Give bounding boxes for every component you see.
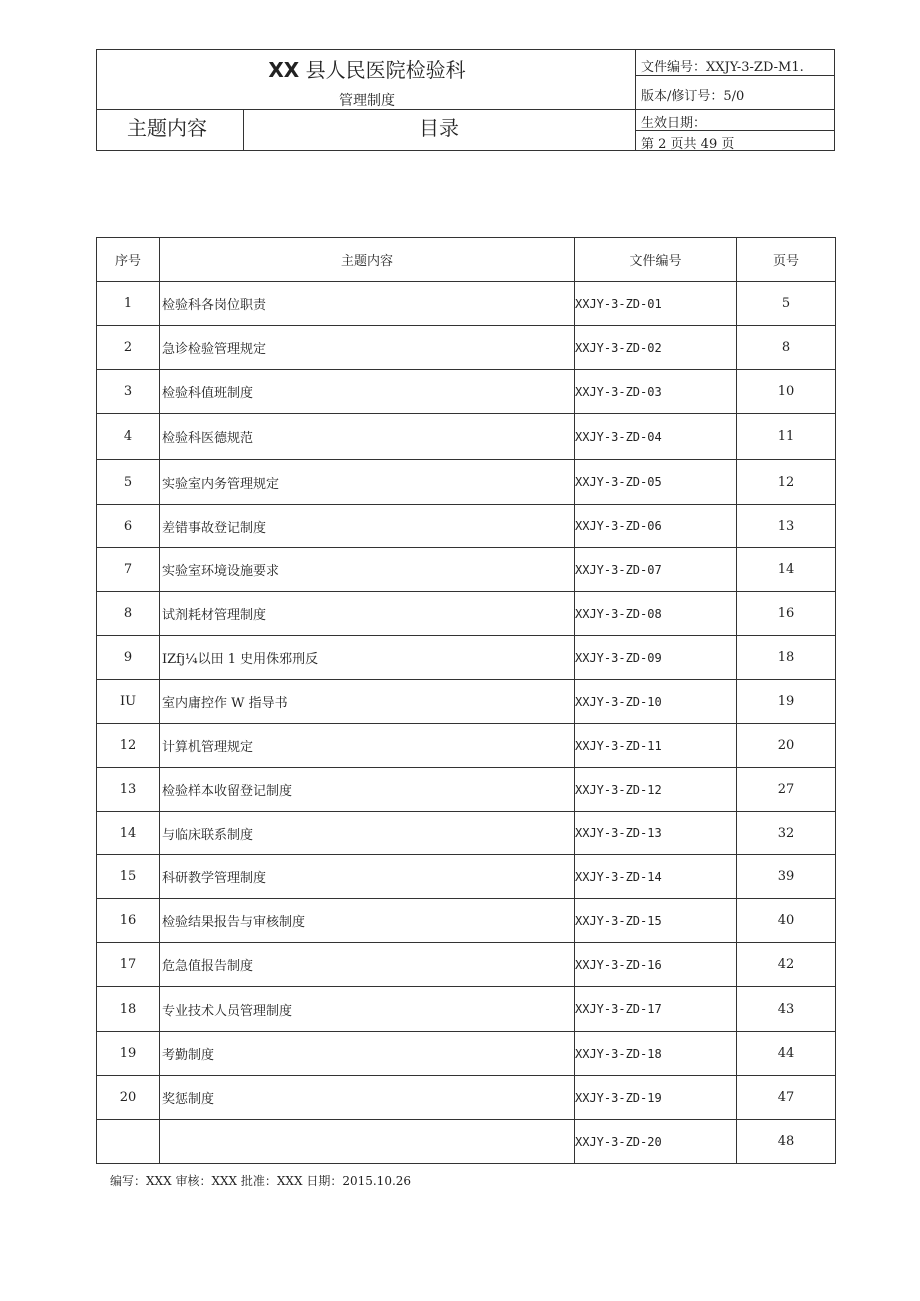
row-doc-code: XXJY-3-ZD-18 (575, 1032, 737, 1076)
row-page-number: 5 (737, 282, 836, 326)
row-number (97, 1120, 160, 1164)
row-title: 检验样本收留登记制度 (160, 768, 575, 812)
effective-date: 生效日期： (641, 116, 707, 131)
row-title: 计算机管理规定 (160, 724, 575, 768)
toc-row (97, 943, 836, 987)
row-doc-code: XXJY-3-ZD-05 (575, 460, 737, 505)
row-number: 12 (97, 724, 160, 768)
toc-row (97, 987, 836, 1032)
row-title: 考勤制度 (160, 1032, 575, 1076)
toc-header-row (97, 238, 836, 282)
row-doc-code: XXJY-3-ZD-16 (575, 943, 737, 987)
row-number: 5 (97, 460, 160, 505)
row-doc-code: XXJY-3-ZD-14 (575, 855, 737, 899)
toc-row (97, 548, 836, 592)
row-doc-code: XXJY-3-ZD-15 (575, 899, 737, 943)
row-title: 急诊检验管理规定 (160, 326, 575, 370)
row-page-number: 14 (737, 548, 836, 592)
row-number: 1 (97, 282, 160, 326)
approval-footer: 编写：XXX 审核：XXX 批准：XXX 日期：2015.10.26 (110, 1174, 412, 1188)
row-doc-code: XXJY-3-ZD-06 (575, 505, 737, 548)
row-title: 检验科各岗位职责 (160, 282, 575, 326)
row-number: 9 (97, 636, 160, 680)
topic-value: 目录 (419, 116, 459, 140)
row-number: 2 (97, 326, 160, 370)
toc-row (97, 1032, 836, 1076)
toc-row (97, 1120, 836, 1164)
toc-row (97, 724, 836, 768)
row-title (160, 1120, 575, 1164)
toc-row (97, 636, 836, 680)
col-header-page: 页号 (737, 238, 836, 282)
col-header-title: 主题内容 (160, 238, 575, 282)
topic-label: 主题内容 (127, 116, 207, 140)
row-page-number: 47 (737, 1076, 836, 1120)
row-number: 20 (97, 1076, 160, 1120)
row-doc-code: XXJY-3-ZD-11 (575, 724, 737, 768)
version-number: 版本/修订号：5/0 (641, 89, 745, 104)
row-page-number: 13 (737, 505, 836, 548)
toc-row (97, 680, 836, 724)
row-title: IZfj¼以田 1 史用侏邪刑反 (160, 636, 575, 680)
row-page-number: 43 (737, 987, 836, 1032)
row-title: 科研教学管理制度 (160, 855, 575, 899)
row-title: 实验室环境设施要求 (160, 548, 575, 592)
row-doc-code: XXJY-3-ZD-08 (575, 592, 737, 636)
row-page-number: 44 (737, 1032, 836, 1076)
row-number: 18 (97, 987, 160, 1032)
row-doc-code: XXJY-3-ZD-01 (575, 282, 737, 326)
row-page-number: 10 (737, 370, 836, 414)
row-doc-code: XXJY-3-ZD-03 (575, 370, 737, 414)
row-title: 奖惩制度 (160, 1076, 575, 1120)
toc-table (96, 237, 836, 1164)
row-doc-code: XXJY-3-ZD-09 (575, 636, 737, 680)
row-number: 16 (97, 899, 160, 943)
document-header (96, 49, 835, 151)
row-page-number: 18 (737, 636, 836, 680)
row-page-number: 42 (737, 943, 836, 987)
toc-row (97, 592, 836, 636)
toc-row (97, 505, 836, 548)
doc-number: 文件编号：XXJY-3-ZD-M1. (641, 60, 804, 75)
toc-row (97, 855, 836, 899)
row-doc-code: XXJY-3-ZD-10 (575, 680, 737, 724)
toc-row (97, 370, 836, 414)
row-title: 室内庸控作 W 指导书 (160, 680, 575, 724)
row-doc-code: XXJY-3-ZD-19 (575, 1076, 737, 1120)
row-page-number: 11 (737, 414, 836, 460)
row-doc-code: XXJY-3-ZD-04 (575, 414, 737, 460)
row-title: 试剂耗材管理制度 (160, 592, 575, 636)
row-page-number: 19 (737, 680, 836, 724)
row-page-number: 20 (737, 724, 836, 768)
toc-row (97, 812, 836, 855)
hospital-name: XX 县人民医院检验科 (268, 58, 466, 82)
row-title: 检验结果报告与审核制度 (160, 899, 575, 943)
row-doc-code: XXJY-3-ZD-20 (575, 1120, 737, 1164)
page-count: 第 2 页共 49 页 (641, 137, 735, 152)
col-header-code: 文件编号 (575, 238, 737, 282)
col-header-no: 序号 (97, 238, 160, 282)
toc-row (97, 1076, 836, 1120)
row-title: 专业技术人员管理制度 (160, 987, 575, 1032)
row-doc-code: XXJY-3-ZD-02 (575, 326, 737, 370)
row-number: 7 (97, 548, 160, 592)
row-title: 差错事故登记制度 (160, 505, 575, 548)
row-doc-code: XXJY-3-ZD-12 (575, 768, 737, 812)
toc-row (97, 282, 836, 326)
toc-row (97, 414, 836, 460)
toc-row (97, 460, 836, 505)
row-title: 实验室内务管理规定 (160, 460, 575, 505)
row-page-number: 16 (737, 592, 836, 636)
row-number: 14 (97, 812, 160, 855)
row-number: 17 (97, 943, 160, 987)
row-page-number: 27 (737, 768, 836, 812)
row-page-number: 32 (737, 812, 836, 855)
row-page-number: 8 (737, 326, 836, 370)
row-title: 检验科值班制度 (160, 370, 575, 414)
document-subtitle: 管理制度 (339, 93, 395, 109)
row-title: 与临床联系制度 (160, 812, 575, 855)
toc-row (97, 768, 836, 812)
row-doc-code: XXJY-3-ZD-07 (575, 548, 737, 592)
row-page-number: 40 (737, 899, 836, 943)
row-number: 15 (97, 855, 160, 899)
row-number: IU (97, 680, 160, 724)
row-page-number: 12 (737, 460, 836, 505)
row-number: 4 (97, 414, 160, 460)
row-number: 6 (97, 505, 160, 548)
row-title: 危急值报告制度 (160, 943, 575, 987)
row-title: 检验科医德规范 (160, 414, 575, 460)
row-number: 3 (97, 370, 160, 414)
row-page-number: 39 (737, 855, 836, 899)
toc-row (97, 326, 836, 370)
row-doc-code: XXJY-3-ZD-17 (575, 987, 737, 1032)
toc-row (97, 899, 836, 943)
row-page-number: 48 (737, 1120, 836, 1164)
row-number: 13 (97, 768, 160, 812)
row-doc-code: XXJY-3-ZD-13 (575, 812, 737, 855)
row-number: 8 (97, 592, 160, 636)
row-number: 19 (97, 1032, 160, 1076)
